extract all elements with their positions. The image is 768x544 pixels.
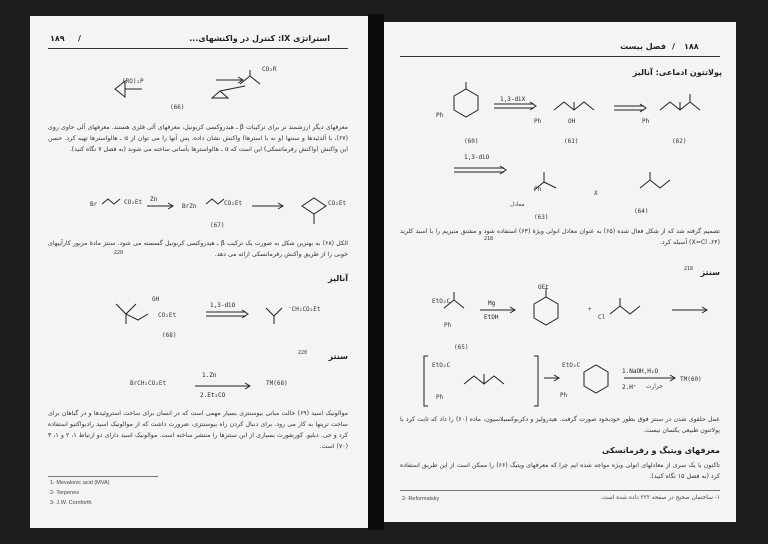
bromoester-start: Br [90, 201, 98, 208]
left-header-rule [48, 48, 348, 49]
footnote-1: 1- Mevalonic acid (MVA) [50, 480, 110, 486]
left-paragraph-2: الکل (۶۸) به بهترین شکل به صورت یک ترکیب β ـ هیدروکسی کربونیل گسسته می شود. سنتز مادهٔ مزبور کارآییهای خوبی را از طریق واکنش رفرماتسکی ارائه می دهد. [48, 240, 348, 258]
zinc-step: 1.Zn [202, 372, 217, 379]
wittig-reagent-text: (RO)₂P [122, 78, 144, 85]
book-gutter [368, 14, 384, 530]
enolate-synthon: ⁻CH₂CO₂Et [288, 306, 321, 313]
right-header-separator: / [672, 42, 675, 51]
left-paragraph-1: معرفهای دیگر ارزشمند تر برای ترکیبات β ـ هیدروکسی کربونیل، معرفهای آلی فلزی هستند. معرفهای آلی حاوی روی (۶۷)، با آلدئیدها و ستنها (و نه با استرها) واکنش نشان داده، پس آنها را می توان از α ـ هالواسترها تهیه کرد. حسن این واکنش (واکنش رفرماتسکی) این است که α ـ هالواسترها بآسانی ساخته می شوند (به فصل ۷ نگاه کنید). [48, 124, 348, 153]
synthon-scheme [454, 164, 714, 204]
ketone-step: 2.Et₂CO [200, 392, 226, 399]
ester-label-intermediate: EtO₂C [432, 362, 451, 369]
reference-220: 220 [114, 250, 124, 256]
phenyl-label-62: Ph [642, 118, 650, 125]
right-header-rule [400, 56, 720, 57]
footnote-reformatsky: 2- Reformatsky [402, 496, 440, 502]
disconnection-13-dio: 1,3-diO [210, 302, 236, 309]
synthon-equivalent-label: معادل [510, 202, 525, 208]
phenyl-label-pyranone: Ph [560, 392, 568, 399]
phenyl-label-61: Ph [534, 118, 542, 125]
chloride-label: Cl [598, 314, 606, 321]
plus-sign: + [588, 306, 592, 313]
organozinc-text: BrZn [182, 203, 197, 210]
magnesium-reagent: Mg [488, 300, 496, 307]
leaving-group-x: X [594, 190, 598, 197]
footnote-3: 3- J.W. Cornforth [50, 500, 92, 506]
ethanol-reagent: EtOH [484, 314, 499, 321]
reaction-arrow [216, 76, 246, 84]
footnote-correct-structure: ۱- ساختمان صحیح در صفحه ۲۲۲ داده شده است. [600, 495, 720, 501]
phenyl-label-63: Ph [534, 186, 542, 193]
synthesis-heading-left: سنتز [328, 352, 348, 361]
disconnection-13-dio-right: 1,3-diO [464, 154, 490, 161]
compound-label-68: (68) [162, 332, 177, 339]
phenyl-label-65: Ph [444, 322, 452, 329]
compound-label-65: (65) [454, 344, 469, 351]
right-page [384, 22, 736, 522]
left-header-title: استراتژی IX: کنترل در واکنشهای... [189, 34, 330, 43]
compound-label-66: (66) [170, 104, 185, 111]
synthesis-arrow [195, 382, 255, 390]
analysis-heading: آنالیز [328, 274, 348, 283]
bromoester-group: CO₂Et [124, 199, 143, 206]
hydroxy-label-61: OH [568, 118, 576, 125]
hydroxy-label: OH [152, 296, 160, 303]
compound-label-67: (67) [210, 222, 225, 229]
disconnection-13-dix: 1,3-diX [500, 96, 526, 103]
synthesis-heading-right: سنتز [700, 268, 720, 277]
bromoacetate-reactant: BrCH₂CO₂Et [130, 380, 167, 387]
ester-label-65: EtO₂C [432, 298, 451, 305]
wittig-reagent-structure [110, 64, 270, 114]
zinc-reagent: Zn [150, 196, 158, 203]
alcohol-ester-group: CO₂Et [158, 312, 177, 319]
compound-label-61: (61) [564, 138, 579, 145]
wittig-product-group: CO₂R [262, 66, 277, 73]
compound-label-62: (62) [672, 138, 687, 145]
target-molecule-60: TM(60) [680, 376, 702, 383]
phenyl-label-intermediate: Ph [436, 394, 444, 401]
acylation-scheme [434, 288, 724, 348]
footnote-rule [48, 476, 158, 477]
left-header-separator: / [78, 34, 81, 43]
compound-label-63: (63) [534, 214, 549, 221]
left-paragraph-3: موالونیک اسید (۶۹) حالت مبانی بیوسنتزی بسیار مهمی است که در انسان برای ساخت استروئیدها و در گیاهان برای ساخت ترپنها به کار می رود. برای دنبال کردن راه بیوسنتزی، ضرورت داشت که از موالونیک اسید رادیواکتیو استفاده کرد و جی. دبلیو. کورنفورث بسیاری از این سنتزها را منتشر ساخته است. موالونیک اسید دارای دو ارتباط ۱، ۲ و ۱، ۳ (۷۰) است. [48, 410, 348, 450]
organozinc-group: CO₂Et [224, 200, 243, 207]
left-page-number: ۱۸۹ [50, 34, 65, 43]
compound-label-64: (64) [634, 208, 649, 215]
reformatsky-product-group: CO₂Et [328, 200, 347, 207]
synthesis-ref-218: 218 [684, 266, 694, 272]
phenyl-label-60: Ph [436, 112, 444, 119]
hydrolysis-step: 1.NaOH,H₂O [622, 368, 659, 375]
acid-step: 2.H⁺ [622, 384, 637, 391]
heat-label: حرارت [646, 384, 663, 390]
ester-label-pyranone: EtO₂C [562, 362, 581, 369]
right-header-title: فصل بیست [620, 42, 666, 51]
left-page [30, 16, 368, 528]
right-paragraph-3: تاکنون با یک سری از معادلهای انولی ویژه مواجه شده ایم چرا که معرفهای ویتیگ (۶۶) را ممکن است از این طریق استفاده کرد (به فصل ۱۵ نگاه کنید). [400, 462, 720, 480]
right-analysis-heading: پولاتتون ادماعی: آنالیز [632, 68, 722, 77]
footnote-2: 2- Terpenes [50, 490, 79, 496]
ethoxy-label: OEt [538, 284, 549, 291]
right-paragraph-1: تصمیم گرفته شد که از شکل فعال شده (۶۵) به عنوان معادل انولی ویژهٔ (۶۳) استفاده شود و مشتق منیزیم را با اسید کلرید (۶۴، X=Cl) آسیله کرد. [400, 228, 720, 246]
reference-218: 218 [484, 236, 494, 242]
right-paragraph-2: عمل حلقوی شدن در سنتز فوق بطور خودبخود صورت گرفت. هیدرولیز و دکربوکسیلاسیون، ماده (۶۰) را داد که ثابت کرد با پولاتتون طبیعی یکسان نیست. [400, 416, 720, 434]
pyranone-analysis-scheme [424, 86, 714, 146]
right-footnote-rule [400, 490, 720, 491]
wittig-reformatsky-heading: معرفهای ویتیگ و رفرماتسکی [602, 446, 720, 455]
compound-label-60: (60) [464, 138, 479, 145]
synthesis-ref-220: 220 [298, 350, 308, 356]
right-page-number: ۱۸۸ [684, 42, 699, 51]
target-molecule-68: TM(68) [266, 380, 288, 387]
